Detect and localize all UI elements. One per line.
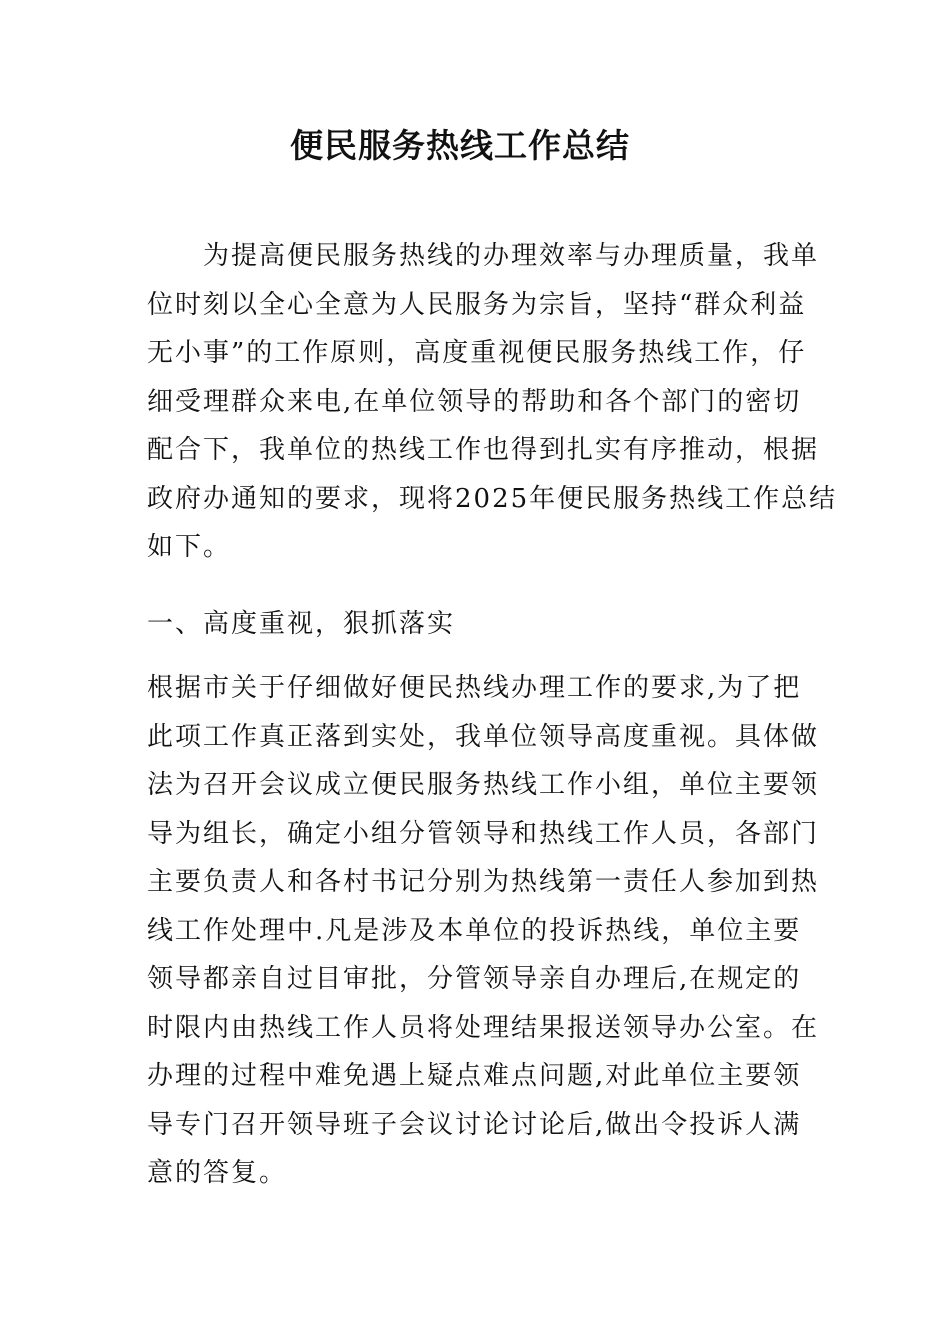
paragraph-line: 细受理群众来电,在单位领导的帮助和各个部门的密切 — [147, 386, 802, 417]
paragraph-line: 此项工作真正落到实处，我单位领导高度重视。具体做 — [147, 721, 820, 752]
intro-paragraph — [147, 232, 838, 572]
paragraph-line: 线工作处理中.凡是涉及本单位的投诉热线，单位主要 — [147, 915, 802, 946]
paragraph-line: 办理的过程中难免遇上疑点难点问题,对此单位主要领 — [147, 1061, 802, 1091]
paragraph-line: 法为召开会议成立便民服务热线工作小组，单位主要领 — [147, 770, 820, 800]
section-heading: 一、高度重视，狠抓落实 — [147, 609, 456, 639]
document-title: 便民服务热线工作总结 — [290, 126, 630, 165]
paragraph-line: 位时刻以全心全意为人民服务为宗旨，坚持“群众利益 — [147, 289, 807, 320]
paragraph-line: 为提高便民服务热线的办理效率与办理质量，我单 — [147, 241, 820, 271]
paragraph-line: 意的答复。 — [147, 1158, 288, 1188]
paragraph-line: 政府办通知的要求，现将2025年便民服务热线工作总结 — [147, 483, 838, 514]
paragraph-line: 导专门召开领导班子会议讨论讨论后,做出令投诉人满 — [147, 1109, 802, 1140]
paragraph-line: 配合下，我单位的热线工作也得到扎实有序推动，根据 — [147, 435, 820, 465]
section-paragraph — [147, 664, 820, 1198]
paragraph-line: 根据市关于仔细做好便民热线办理工作的要求,为了把 — [147, 673, 802, 703]
paragraph-line: 如下。 — [147, 532, 232, 562]
paragraph-line: 领导都亲自过目审批，分管领导亲自办理后,在规定的 — [147, 964, 802, 994]
paragraph-line: 导为组长，确定小组分管领导和热线工作人员，各部门 — [147, 818, 820, 849]
paragraph-line: 无小事”的工作原则，高度重视便民服务热线工作，仔 — [147, 338, 807, 368]
paragraph-line: 主要负责人和各村书记分别为热线第一责任人参加到热 — [147, 867, 820, 897]
paragraph-line: 时限内由热线工作人员将处理结果报送领导办公室。在 — [147, 1012, 820, 1043]
